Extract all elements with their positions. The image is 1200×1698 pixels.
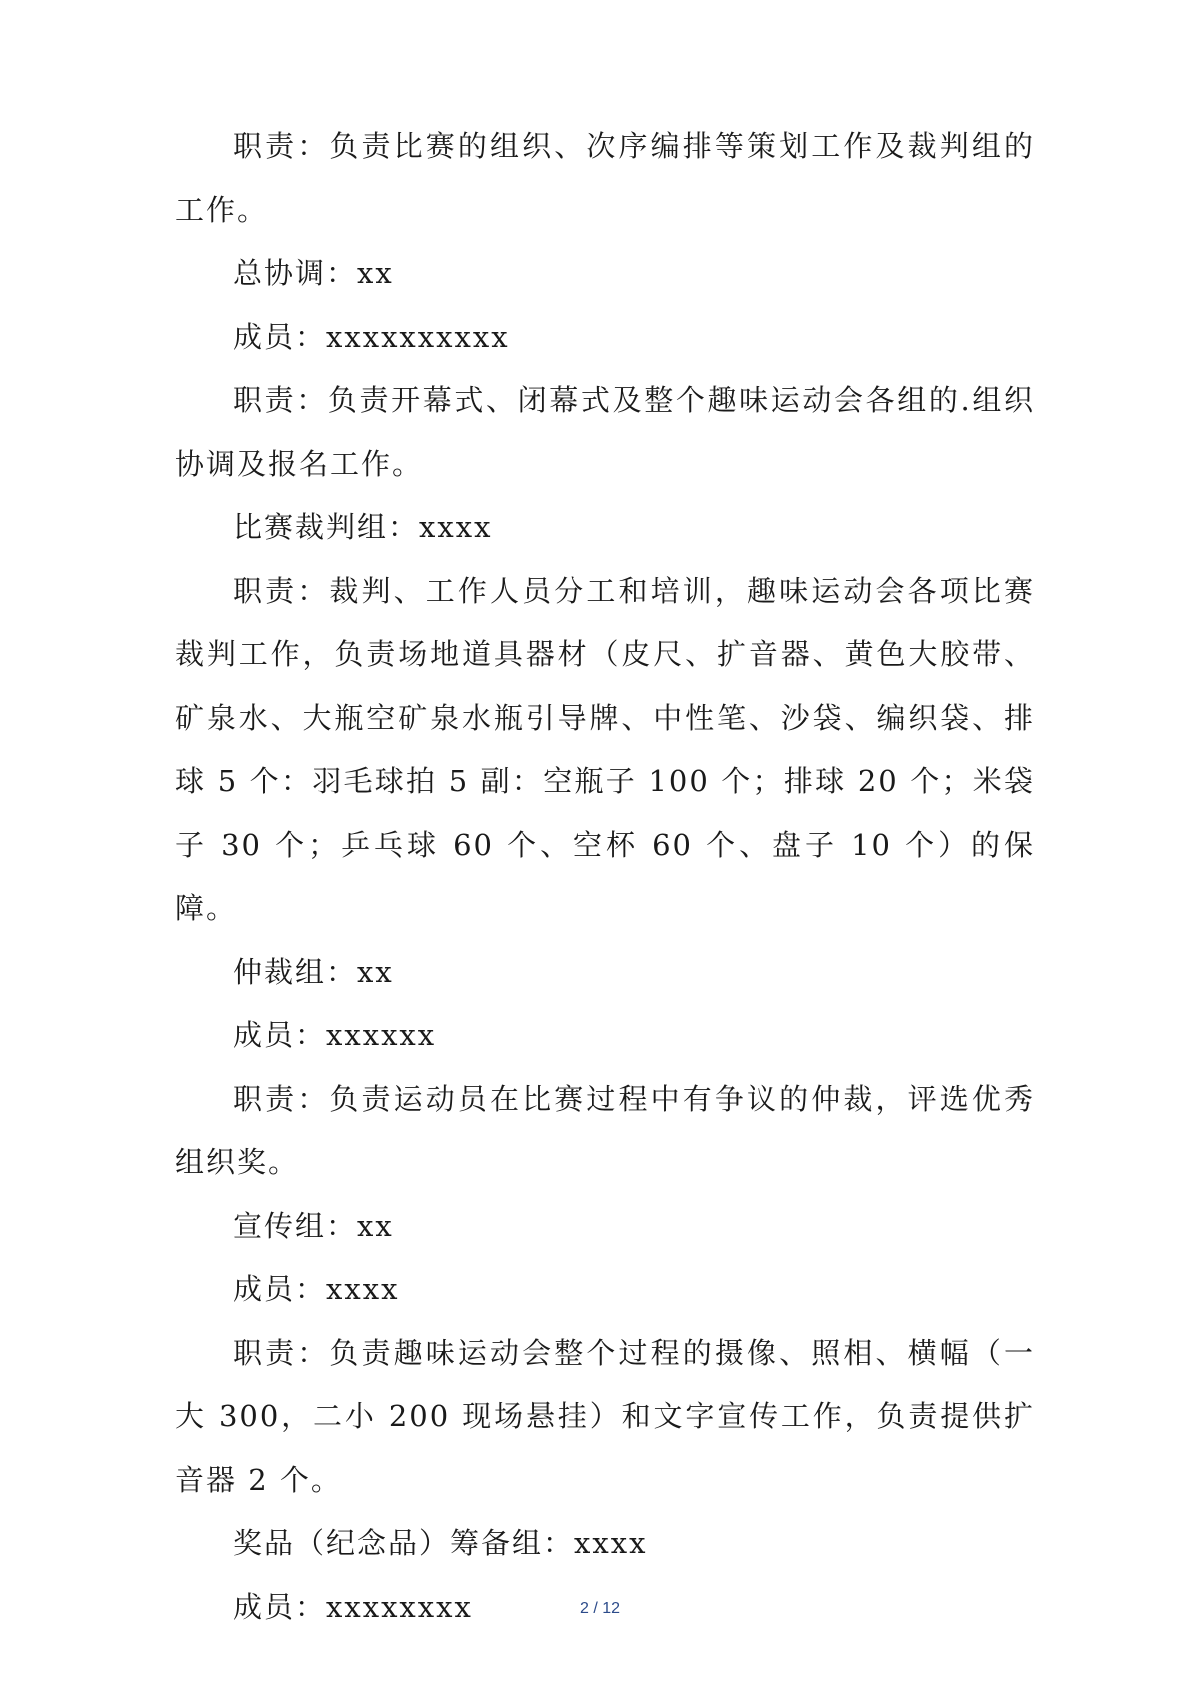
paragraph: 成员：xxxx (233, 1272, 400, 1306)
paragraph: 职责：裁判、工作人员分工和培训，趣味运动会各项比赛裁判工作，负责场地道具器材（皮尺、扩音器、黄色大胶带、矿泉水、大瓶空矿泉水瓶引导牌、中性笔、沙袋、编织袋、排球 5 个：羽毛球拍 5 副：空瓶子 100 个；排球 20 个；米袋子 30 个；乒乓球 60 个、空杯 60 个、盘子 10 个）的保障。 (175, 573, 1035, 925)
paragraph: 职责：负责运动员在比赛过程中有争议的仲裁，评选优秀组织奖。 (175, 1081, 1035, 1179)
paragraph: 职责：负责比赛的组织、次序编排等策划工作及裁判组的工作。 (175, 129, 1035, 227)
paragraph: 职责：负责开幕式、闭幕式及整个趣味运动会各组的.组织协调及报名工作。 (175, 383, 1035, 481)
paragraph: 成员：xxxxxxxxxx (233, 319, 510, 354)
paragraph: 比赛裁判组：xxxx (233, 510, 493, 544)
paragraph: 职责：负责趣味运动会整个过程的摄像、照相、横幅（一大 300，二小 200 现场悬挂）和文字宣传工作，负责提供扩音器 2 个。 (175, 1335, 1035, 1497)
paragraph: 成员：xxxxxx (233, 1018, 437, 1052)
paragraph: 总协调：xx (233, 256, 394, 290)
paragraph: 仲裁组：xx (233, 954, 394, 989)
paragraph: 奖品（纪念品）筹备组：xxxx (233, 1526, 648, 1560)
paragraph: 成员：xxxxxxxx (233, 1589, 473, 1624)
page-number: 2 / 12 (579, 1600, 621, 1617)
paragraph: 宣传组：xx (233, 1208, 394, 1243)
document-body (175, 115, 1035, 1639)
